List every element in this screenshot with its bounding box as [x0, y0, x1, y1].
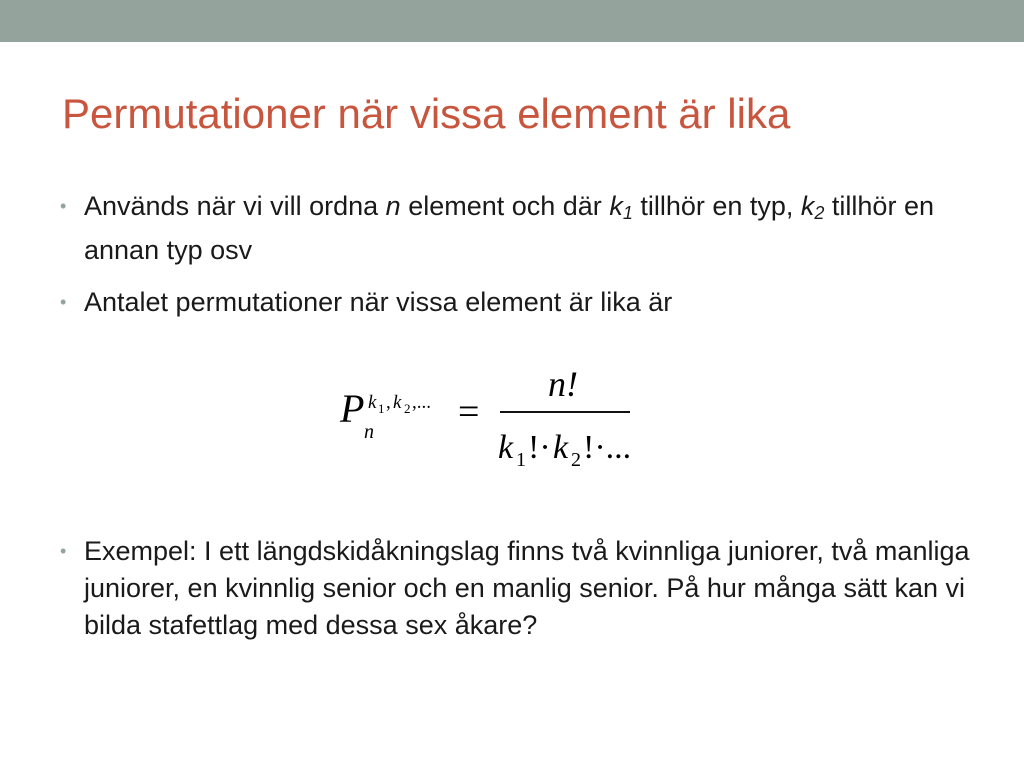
- bullet-text: Exempel: I ett längdskidåkningslag finns två kvinnliga juniorer, två manliga juniorer, en kvinnlig senior och en manlig senior. På hur många sätt kan vi bilda stafettlag med dessa sex åkare?: [84, 536, 970, 640]
- formula-P: P: [340, 386, 365, 431]
- bullet-list: [60, 188, 950, 321]
- bullet-dot: •: [60, 196, 67, 216]
- formula-sup-tail: ,...: [412, 392, 431, 413]
- formula-den-mid: !·: [528, 429, 551, 466]
- formula-sup-comma: ,: [386, 392, 391, 413]
- formula-sup-1: 1: [378, 401, 385, 416]
- formula-den-tail: !·...: [583, 429, 632, 466]
- variable-n: n: [385, 191, 401, 221]
- variable-k2: k: [800, 191, 815, 221]
- slide-title: Permutationer när vissa element är lika: [62, 90, 791, 137]
- formula-den-2: 2: [571, 449, 581, 471]
- formula-sup-2: 2: [404, 401, 411, 416]
- bullet-item-2: [60, 284, 950, 321]
- formula-sup-k1: k: [368, 392, 377, 413]
- formula-den-k1: k: [498, 429, 514, 466]
- permutation-formula: [330, 360, 650, 480]
- formula-den-k2: k: [553, 429, 569, 466]
- formula-den-1: 1: [516, 449, 526, 471]
- variable-k1: k: [609, 191, 623, 221]
- formula-sub-n: n: [364, 421, 374, 443]
- bullet-text: Antalet permutationer när vissa element är lika är: [84, 287, 673, 317]
- bullet-item-3: [60, 533, 974, 644]
- formula-equals: =: [458, 391, 480, 433]
- formula-numerator: n!: [548, 364, 578, 404]
- bullet-dot: •: [60, 541, 67, 561]
- formula-sup-k2: k: [393, 392, 402, 413]
- bullet-dot: •: [60, 292, 67, 312]
- top-decorative-bar: [0, 0, 1024, 42]
- bullet-item-1: • Används när vi vill ordna n element och där $k_1$ tillhör en typ, $k_2$ tillhör en annan typ osv: [60, 188, 950, 269]
